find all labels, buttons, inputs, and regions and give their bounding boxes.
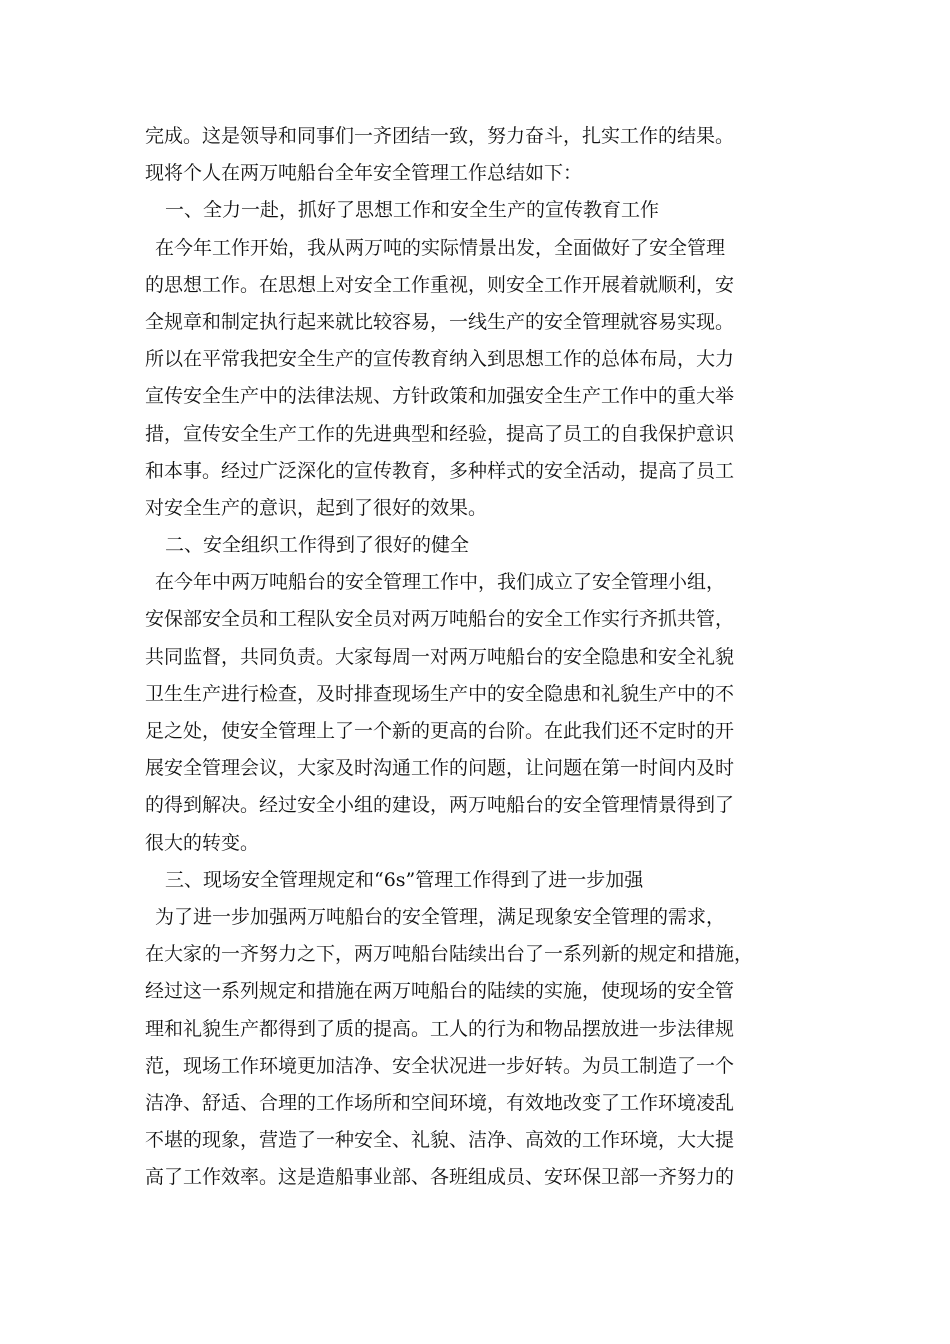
- text-line: 现将个人在两万吨船台全年安全管理工作总结如下：: [145, 162, 583, 185]
- text-line: 范，现场工作环境更加洁净、安全状况进一步好转。为员工制造了一个: [145, 1054, 735, 1077]
- text-line: 高了工作效率。这是造船事业部、各班组成员、安环保卫部一齐努力的: [145, 1166, 735, 1189]
- text-line: 理和礼貌生产都得到了质的提高。工人的行为和物品摆放进一步法律规: [145, 1017, 735, 1040]
- text-line: 展安全管理会议，大家及时沟通工作的问题，让问题在第一时间内及时: [145, 757, 735, 780]
- text-line: 洁净、舒适、合理的工作场所和空间环境，有效地改变了工作环境凌乱: [145, 1091, 735, 1114]
- text-line: 措，宣传安全生产工作的先进典型和经验，提高了员工的自我保护意识: [145, 422, 735, 445]
- text-line: 为了进一步加强两万吨船台的安全管理，满足现象安全管理的需求，: [155, 905, 726, 928]
- text-line: 在今年工作开始，我从两万吨的实际情景出发，全面做好了安全管理: [155, 236, 726, 259]
- section-heading: 三、现场安全管理规定和“6s”管理工作得到了进一步加强: [165, 868, 644, 891]
- section-heading: 一、全力一赴，抓好了思想工作和安全生产的宣传教育工作: [165, 199, 660, 222]
- text-line: 和本事。经过广泛深化的宣传教育，多种样式的安全活动，提高了员工: [145, 459, 735, 482]
- text-line: 卫生生产进行检查，及时排查现场生产中的安全隐患和礼貌生产中的不: [145, 682, 735, 705]
- text-line: 不堪的现象，营造了一种安全、礼貌、洁净、高效的工作环境，大大提: [145, 1129, 735, 1152]
- text-line: 完成。这是领导和同事们一齐团结一致，努力奋斗，扎实工作的结果。: [145, 125, 735, 147]
- section-heading: 二、安全组织工作得到了很好的健全: [165, 534, 470, 557]
- text-line: 经过这一系列规定和措施在两万吨船台的陆续的实施，使现场的安全管: [145, 980, 735, 1003]
- text-line: 的思想工作。在思想上对安全工作重视，则安全工作开展着就顺利，安: [145, 273, 735, 296]
- text-line: 在大家的一齐努力之下，两万吨船台陆续出台了一系列新的规定和措施，: [145, 943, 754, 966]
- text-line: 宣传安全生产中的法律法规、方针政策和加强安全生产工作中的重大举: [145, 385, 735, 408]
- text-line: 所以在平常我把安全生产的宣传教育纳入到思想工作的总体布局，大力: [145, 348, 735, 371]
- text-line: 安保部安全员和工程队安全员对两万吨船台的安全工作实行齐抓共管，: [145, 608, 735, 631]
- text-line: 共同监督，共同负责。大家每周一对两万吨船台的安全隐患和安全礼貌: [145, 645, 735, 668]
- text-line: 的得到解决。经过安全小组的建设，两万吨船台的安全管理情景得到了: [145, 794, 735, 817]
- text-line: 对安全生产的意识，起到了很好的效果。: [145, 496, 488, 519]
- text-line: 在今年中两万吨船台的安全管理工作中，我们成立了安全管理小组，: [155, 571, 726, 594]
- text-line: 足之处，使安全管理上了一个新的更高的台阶。在此我们还不定时的开: [145, 720, 735, 742]
- text-line: 全规章和制定执行起来就比较容易，一线生产的安全管理就容易实现。: [145, 310, 735, 333]
- text-line: 很大的转变。: [145, 831, 260, 854]
- document-body: [145, 118, 805, 1196]
